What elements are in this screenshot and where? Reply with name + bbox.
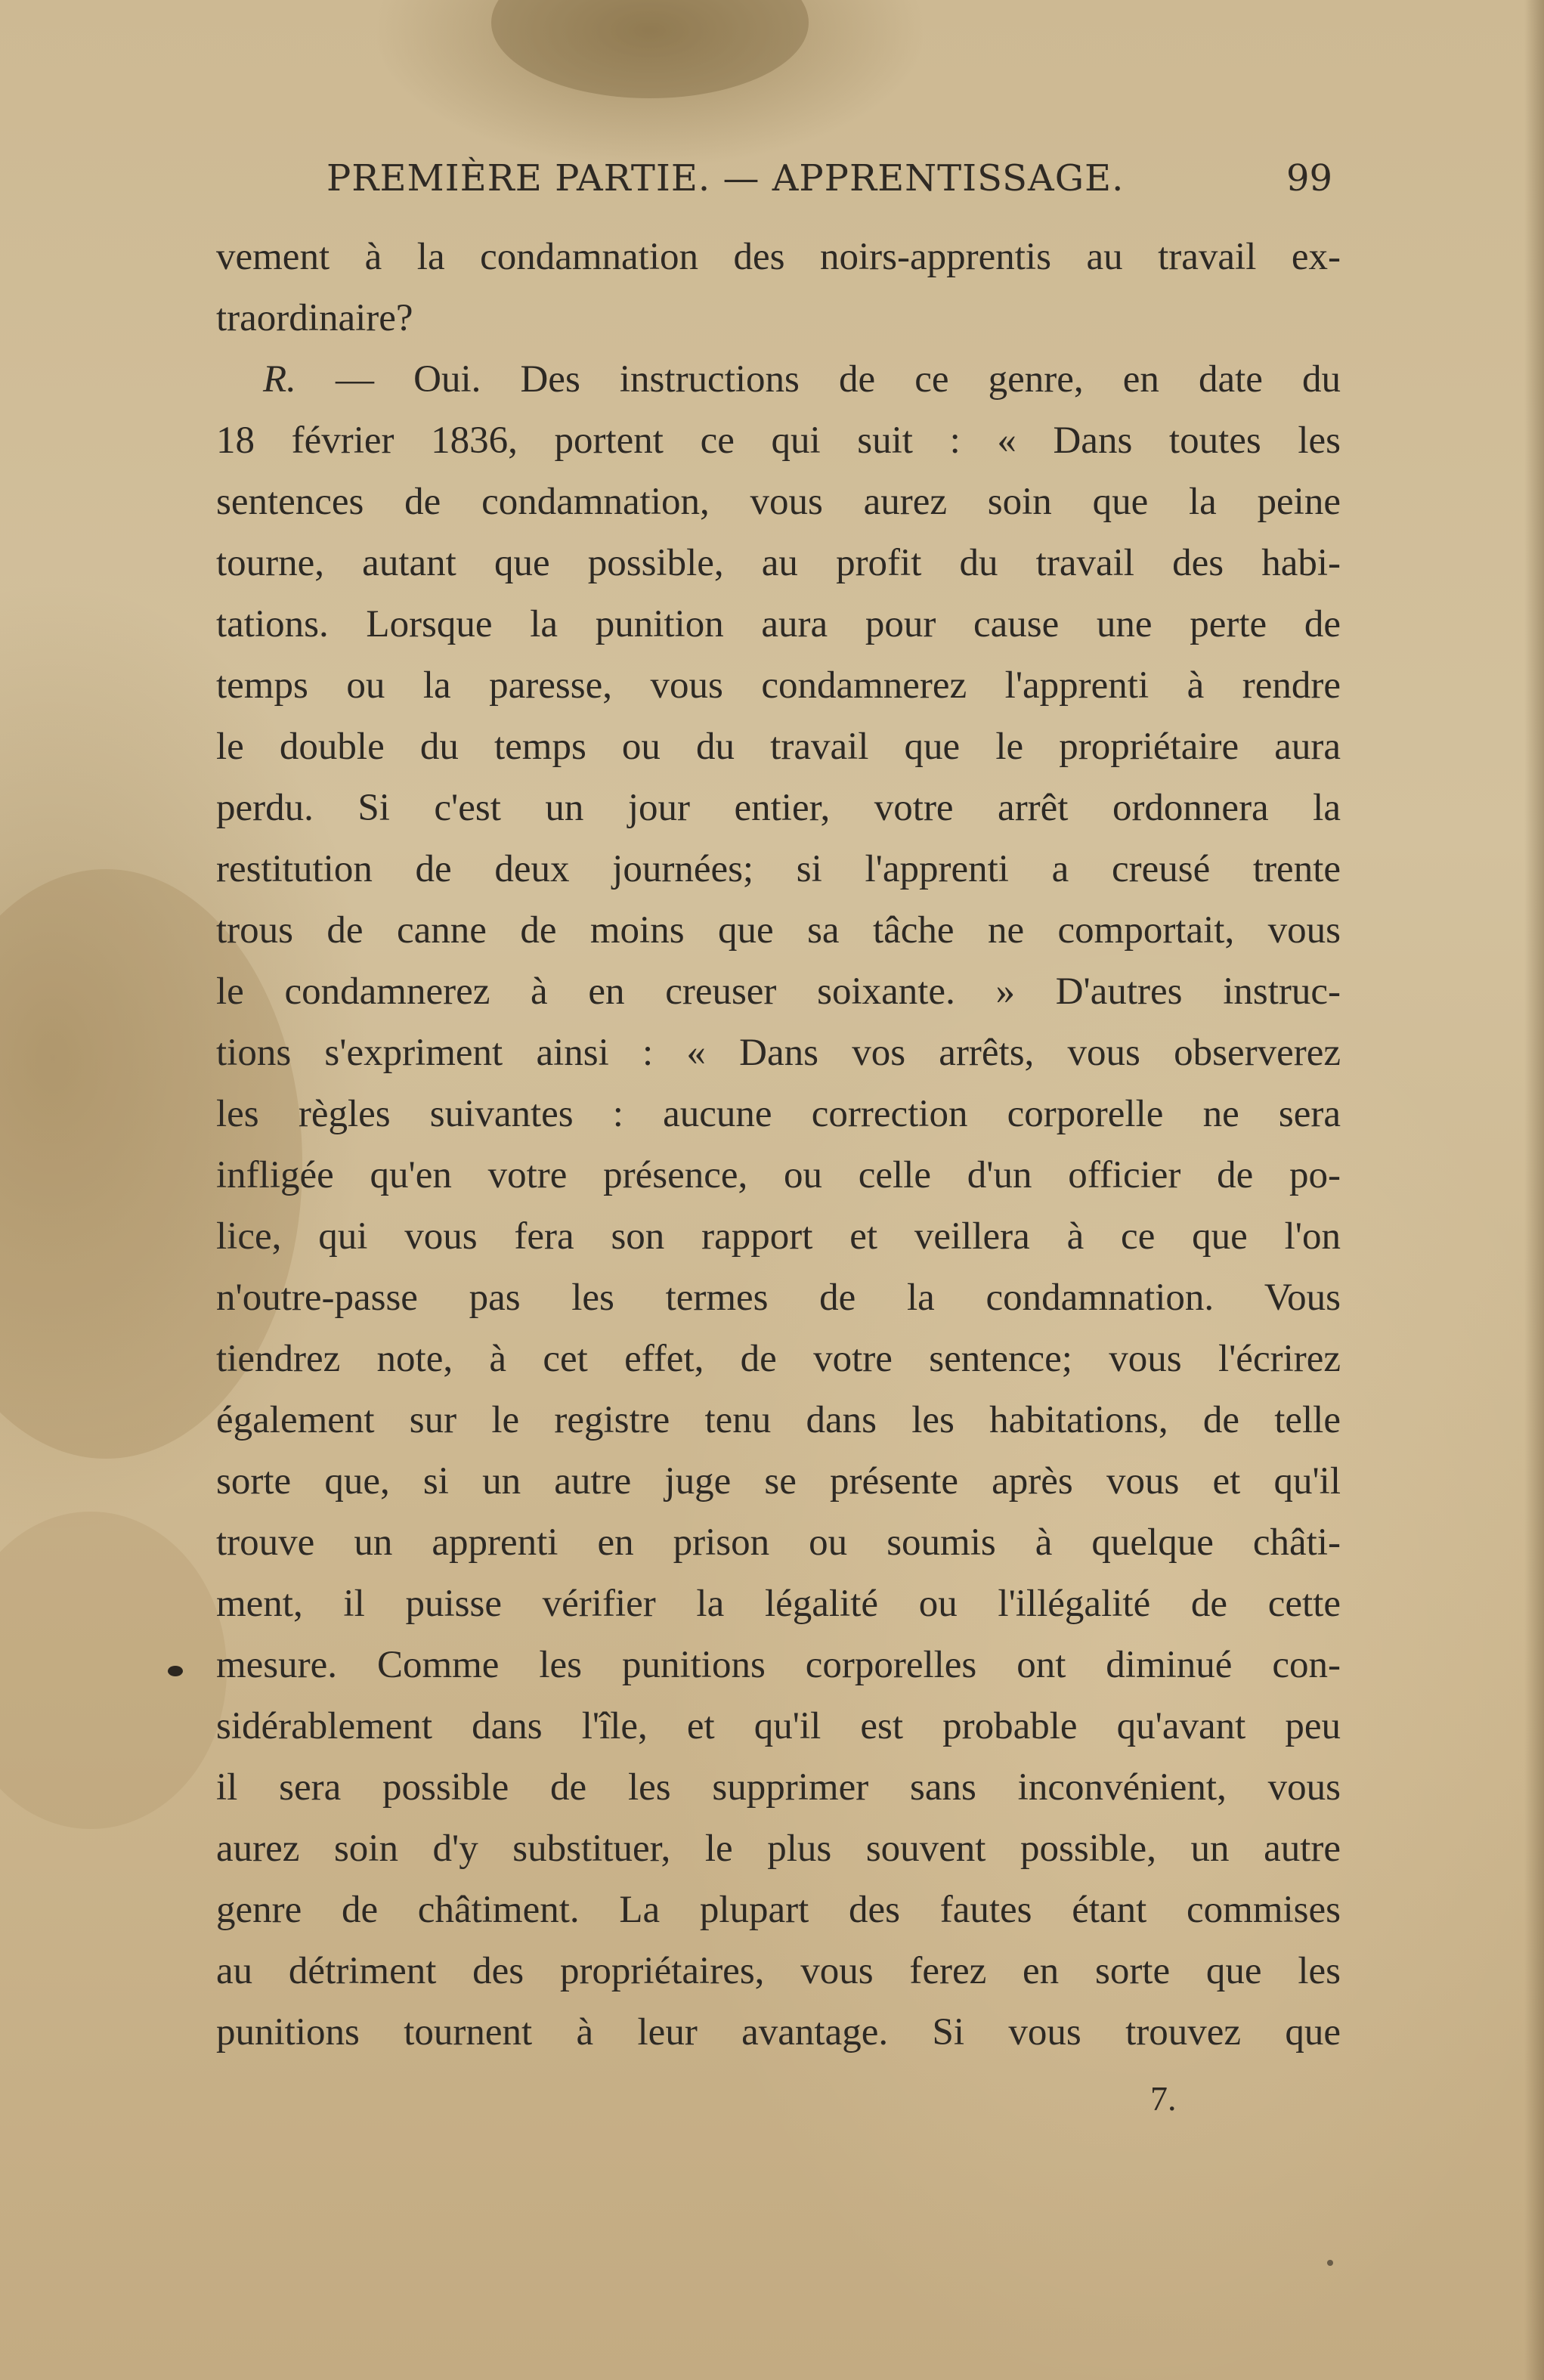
text-line: également sur le registre tenu dans les habitations, de telle <box>216 1399 1341 1441</box>
text-line-reply <box>216 349 1341 410</box>
text-line: trous de canne de moins que sa tâche ne comportait, vous <box>216 909 1341 952</box>
text-line: trouve un apprenti en prison ou soumis à quelque châti- <box>216 1521 1341 1564</box>
signature-mark: 7. <box>1150 2079 1177 2118</box>
ink-speck <box>168 1666 183 1676</box>
text-line: sentences de condamnation, vous aurez soin que la peine <box>216 481 1341 523</box>
running-header <box>0 157 1544 218</box>
text-line: mesure. Comme les punitions corporelles ont diminué con- <box>216 1644 1341 1686</box>
text-line: il sera possible de les supprimer sans inconvénient, vous <box>216 1766 1341 1809</box>
page-edge-shadow <box>1524 0 1544 2380</box>
text-line: punitions tournent à leur avantage. Si vous trouvez que <box>216 2011 1341 2053</box>
text-line: 18 février 1836, portent ce qui suit : « Dans toutes les <box>216 419 1341 462</box>
text-line: au détriment des propriétaires, vous ferez en sorte que les <box>216 1950 1341 1992</box>
text-line: tions s'expriment ainsi : « Dans vos arrêts, vous observerez <box>216 1032 1341 1074</box>
text-line: aurez soin d'y substituer, le plus souvent possible, un autre <box>216 1828 1341 1870</box>
text-line: infligée qu'en votre présence, ou celle d'un officier de po- <box>216 1154 1341 1196</box>
running-title: PREMIÈRE PARTIE. — APPRENTISSAGE. <box>326 157 1125 200</box>
text-line: sorte que, si un autre juge se présente après vous et qu'il <box>216 1460 1341 1503</box>
text-line: n'outre-passe pas les termes de la condamnation. Vous <box>216 1277 1341 1319</box>
text-line: temps ou la paresse, vous condamnerez l'apprenti à rendre <box>216 664 1341 707</box>
water-stain <box>0 1512 227 1829</box>
body-text <box>216 227 1341 2063</box>
text-line: ment, il puisse vérifier la légalité ou l'illégalité de cette <box>216 1583 1341 1625</box>
text-line: tourne, autant que possible, au profit du travail des habi- <box>216 542 1341 584</box>
text-line: lice, qui vous fera son rapport et veillera à ce que l'on <box>216 1215 1341 1258</box>
text-line: traordinaire? <box>216 297 413 339</box>
reply-marker: R. <box>263 358 296 401</box>
text-line: tiendrez note, à cet effet, de votre sentence; vous l'écrirez <box>216 1338 1341 1380</box>
text-line: le double du temps ou du travail que le propriétaire aura <box>216 726 1341 768</box>
text-line: tations. Lorsque la punition aura pour cause une perte de <box>216 603 1341 645</box>
text-line: perdu. Si c'est un jour entier, votre arrêt ordonnera la <box>216 787 1341 829</box>
reply-text: — Oui. Des instructions de ce genre, en date du <box>336 358 1341 401</box>
ink-speck <box>1327 2260 1333 2266</box>
text-line: genre de châtiment. La plupart des fautes étant commises <box>216 1889 1341 1931</box>
text-line: restitution de deux journées; si l'apprenti a creusé trente <box>216 848 1341 890</box>
text-line: sidérablement dans l'île, et qu'il est probable qu'avant peu <box>216 1705 1341 1747</box>
water-stain <box>491 0 809 98</box>
text-line: les règles suivantes : aucune correction corporelle ne sera <box>216 1093 1341 1135</box>
text-line: le condamnerez à en creuser soixante. » D'autres instruc- <box>216 970 1341 1013</box>
text-line: vement à la condamnation des noirs-apprentis au travail ex- <box>216 236 1341 278</box>
page-number: 99 <box>1286 157 1333 200</box>
